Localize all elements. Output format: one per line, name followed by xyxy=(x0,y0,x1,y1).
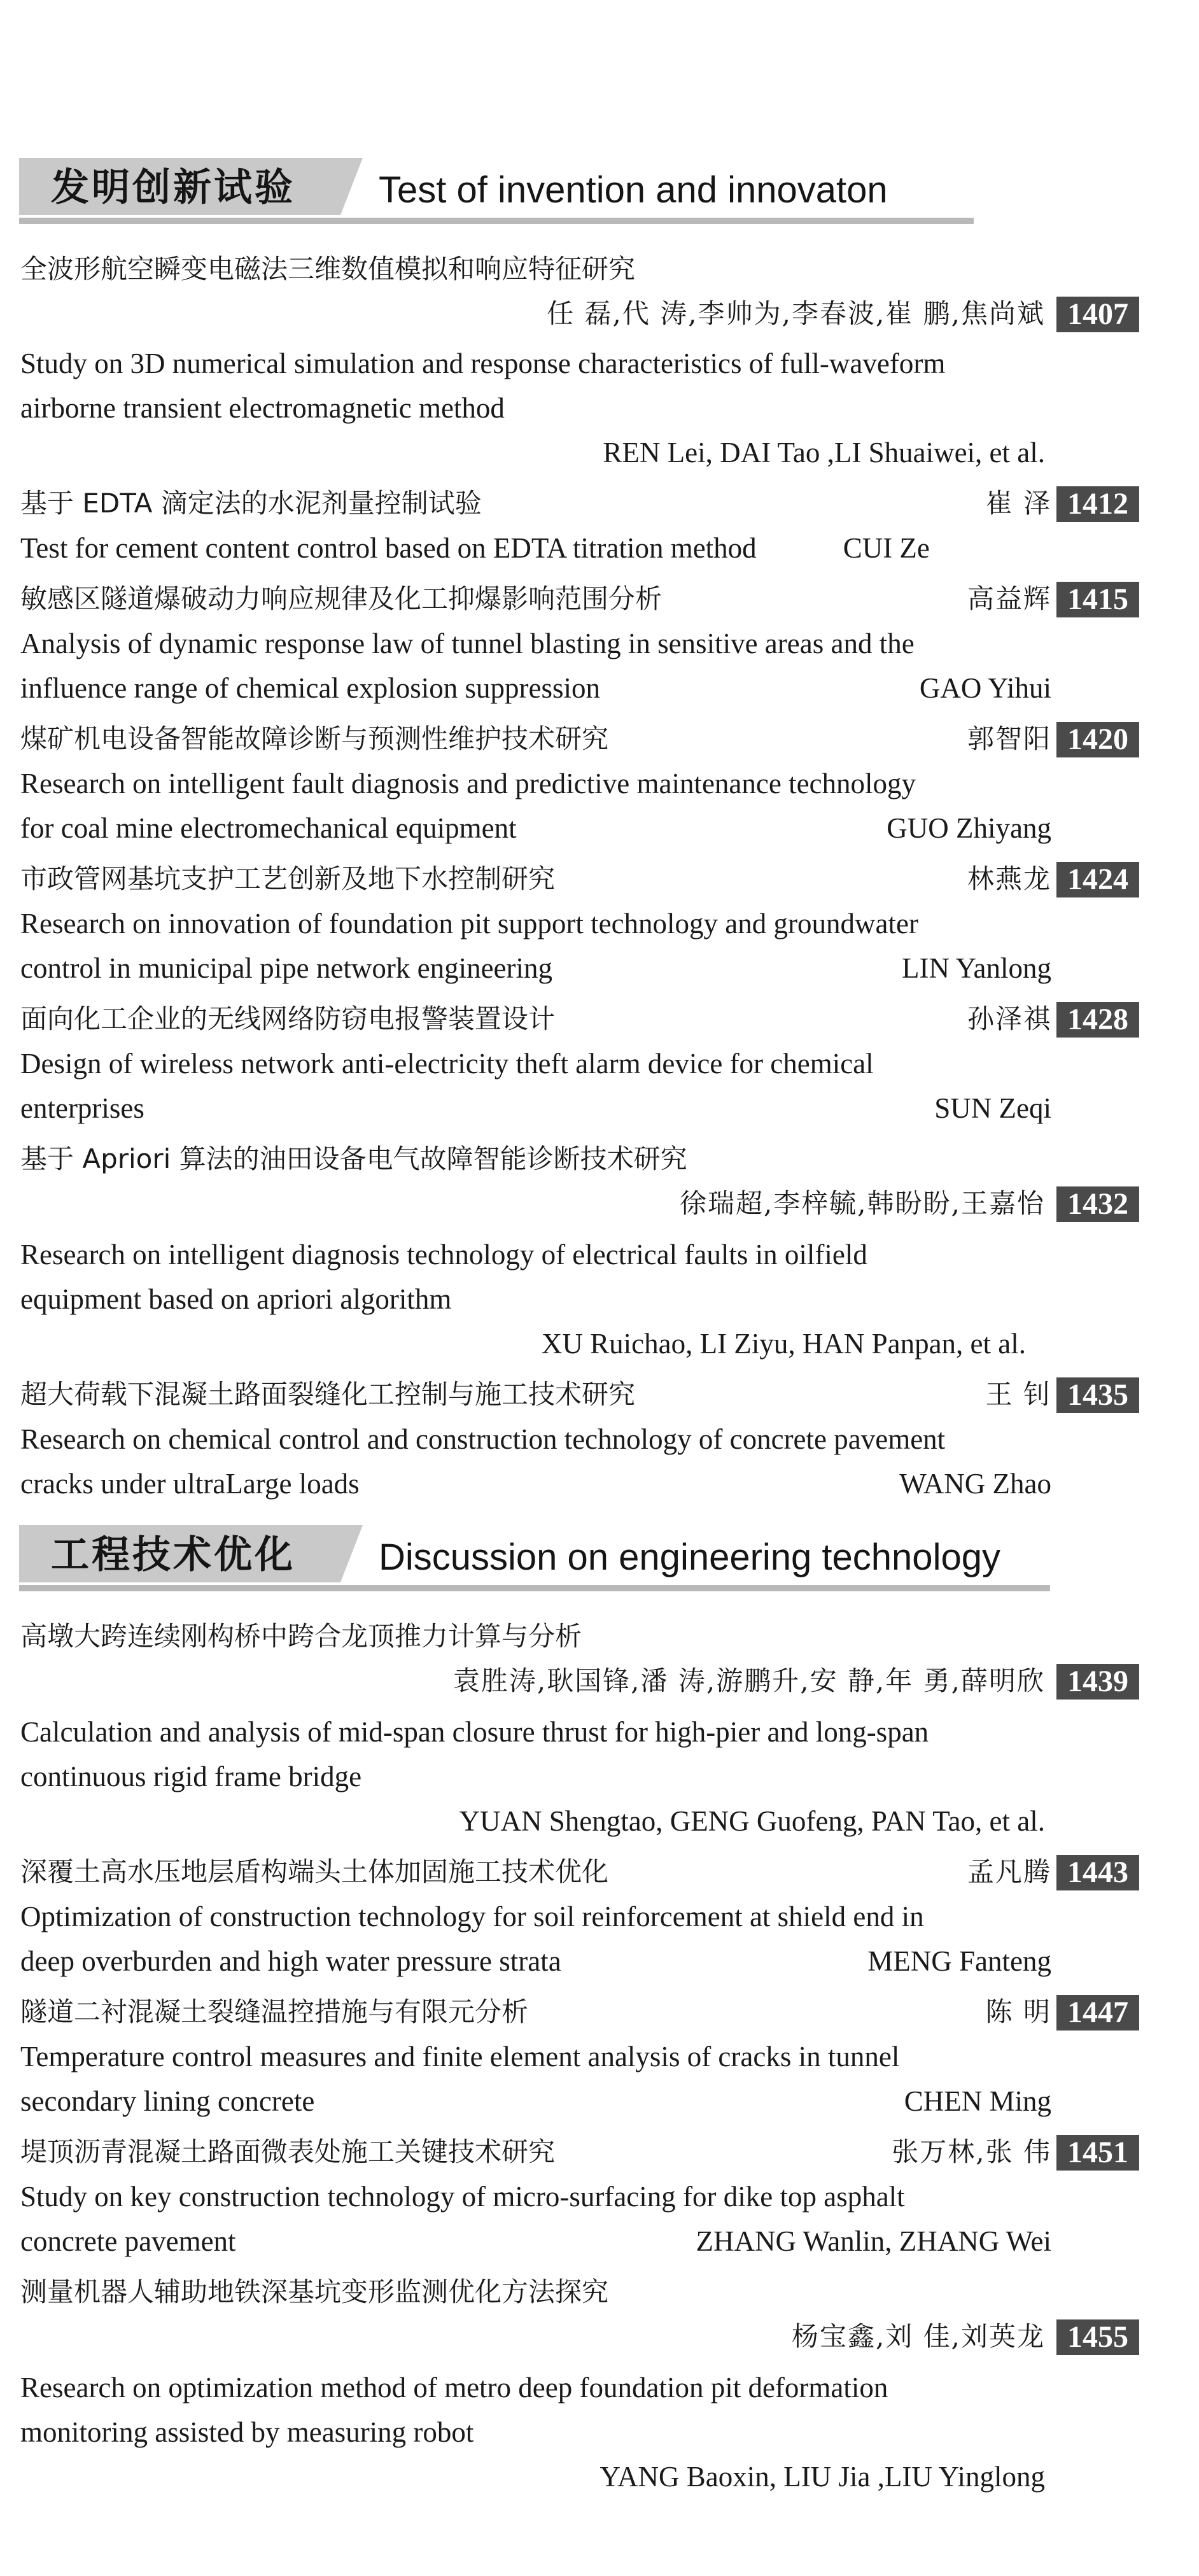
entry-cn-title[interactable]: 市政管网基坑支护工艺创新及地下水控制研究 林燕龙 xyxy=(20,857,1051,901)
entry-en-authors: YUAN Shengtao, GENG Guofeng, PAN Tao, et al. xyxy=(33,1799,1045,1843)
entry-en-title[interactable]: Research on intelligent fault diagnosis and predictive maintenance technology xyxy=(20,768,916,799)
leader-dots xyxy=(564,946,890,990)
leader-dots xyxy=(485,2410,943,2454)
entry-cn-title[interactable]: 基于 Apriori 算法的油田设备电气故障智能诊断技术研究 xyxy=(20,1137,1051,1181)
leader-dots xyxy=(647,247,857,292)
entry-en-title[interactable]: Optimization of construction technology for soil reinforcement at shield end in xyxy=(20,1901,924,1932)
leader-dots xyxy=(373,1754,946,1799)
page-number: 1428 xyxy=(1056,1002,1139,1038)
entry-cn-authors: 任 磊,代 涛,李帅为,李春波,崔 鹏,焦尚斌 xyxy=(33,292,1045,336)
leader-dots xyxy=(45,292,535,336)
entry-en-title[interactable]: Research on innovation of foundation pit support technology and groundwater xyxy=(20,908,918,940)
leader-dots xyxy=(699,1137,852,1181)
leader-dots xyxy=(540,1990,974,2034)
section-header xyxy=(19,158,974,224)
entry-en-authors: REN Lei, DAI Tao ,LI Shuaiwei, et al. xyxy=(33,430,1045,475)
entry-cn-title[interactable]: 高墩大跨连续刚构桥中跨合龙顶推力计算与分析 xyxy=(20,1614,1051,1659)
entry-cn-title[interactable]: 全波形航空瞬变电磁法三维数值模拟和响应特征研究 xyxy=(20,247,1051,292)
leader-dots xyxy=(566,857,956,901)
entry-en-title[interactable]: Research on chemical control and construction technology of concrete pavement xyxy=(20,1423,946,1455)
leader-dots xyxy=(528,806,876,850)
page-number: 1451 xyxy=(1056,2135,1139,2171)
entry-en-title[interactable]: airborne transient electromagnetic method xyxy=(20,386,1051,430)
entry-en-title[interactable]: control in municipal pipe network engineering LIN Yanlong xyxy=(20,946,1051,990)
section-title-en: Test of invention and innovaton xyxy=(379,169,888,211)
entry-cn-title[interactable]: 堤顶沥青混凝土路面微表处施工关键技术研究 张万林,张 伟 xyxy=(20,2130,1051,2174)
leader-dots xyxy=(566,997,956,1041)
entry-en-title[interactable]: Study on key construction technology of micro-surfacing for dike top asphalt xyxy=(20,2181,905,2213)
entry-en-title[interactable]: concrete pavement ZHANG Wanlin, ZHANG Wei xyxy=(20,2219,1051,2263)
entry-cn-title[interactable]: 敏感区隧道爆破动力响应规律及化工抑爆影响范围分析 高益辉 xyxy=(20,577,1051,621)
leader-dots xyxy=(566,2130,880,2174)
section-title-cn: 工程技术优化 xyxy=(51,1533,295,1577)
page-number: 1443 xyxy=(1056,1855,1139,1890)
entry-en-title[interactable]: Calculation and analysis of mid-span closure thrust for high-pier and long-span xyxy=(20,1716,929,1748)
entry-cn-authors: 杨宝鑫,刘 佳,刘英龙 xyxy=(33,2314,1045,2359)
leader-dots xyxy=(248,2219,685,2263)
entry-en-title[interactable]: continuous rigid frame bridge xyxy=(20,1754,1051,1799)
leader-dots xyxy=(45,1799,447,1843)
entry-en-title[interactable]: for coal mine electromechanical equipment GUO Zhiyang xyxy=(20,806,1051,850)
leader-dots xyxy=(673,577,956,621)
entry-cn-authors: 徐瑞超,李梓毓,韩盼盼,王嘉怡 xyxy=(33,1181,1045,1226)
leader-dots xyxy=(768,526,832,570)
leader-dots xyxy=(573,1939,857,1983)
leader-dots xyxy=(45,1321,530,1366)
leader-dots xyxy=(371,1461,888,1506)
entry-en-authors: XU Ruichao, LI Ziyu, HAN Panpan, et al. xyxy=(33,1321,1026,1366)
entry-cn-authors: 袁胜涛,耿国锋,潘 涛,游鹏升,安 静,年 勇,薛明欣 xyxy=(33,1659,1045,1703)
page-number: 1432 xyxy=(1056,1186,1139,1222)
section-header xyxy=(19,1525,1050,1591)
leader-dots xyxy=(463,1277,876,1321)
leader-dots xyxy=(516,386,962,430)
leader-dots xyxy=(45,430,591,475)
page-number: 1447 xyxy=(1056,1995,1139,2031)
entry-en-title[interactable]: Design of wireless network anti-electricity theft alarm device for chemical xyxy=(20,1048,874,1080)
entry-en-title[interactable]: Study on 3D numerical simulation and response characteristics of full-waveform xyxy=(20,348,946,379)
entry-en-title[interactable]: influence range of chemical explosion suppression GAO Yihui xyxy=(20,666,1051,710)
entry-en-title[interactable]: Research on optimization method of metro deep foundation pit deformation xyxy=(20,2372,888,2404)
page-number: 1420 xyxy=(1056,722,1139,757)
leader-dots xyxy=(45,2454,588,2499)
page-number: 1435 xyxy=(1056,1377,1139,1413)
leader-dots xyxy=(493,481,974,526)
entry-en-title[interactable]: Temperature control measures and finite element analysis of cracks in tunnel xyxy=(20,2041,900,2073)
entry-cn-title[interactable]: 超大荷载下混凝土路面裂缝化工控制与施工技术研究 王 钊 xyxy=(20,1372,1051,1417)
page-number: 1424 xyxy=(1056,862,1139,897)
entry-en-title[interactable]: equipment based on apriori algorithm xyxy=(20,1277,1051,1321)
page-number: 1439 xyxy=(1056,1664,1139,1700)
leader-dots xyxy=(45,1659,442,1703)
entry-en-title[interactable]: Analysis of dynamic response law of tunnel blasting in sensitive areas and the xyxy=(20,628,915,659)
entry-en-title[interactable]: secondary lining concrete CHEN Ming xyxy=(20,2079,1051,2123)
leader-dots xyxy=(593,1614,860,1659)
leader-dots xyxy=(45,1181,668,1226)
entry-cn-title[interactable]: 深覆土高水压地层盾构端头土体加固施工技术优化 孟凡腾 xyxy=(20,1850,1051,1894)
entry-cn-title[interactable]: 基于 EDTA 滴定法的水泥剂量控制试验 崔 泽 xyxy=(20,481,1051,526)
leader-dots xyxy=(45,2314,780,2359)
entry-cn-title[interactable]: 测量机器人辅助地铁深基坑变形监测优化方法探究 xyxy=(20,2270,1051,2314)
leader-dots xyxy=(156,1086,923,1130)
leader-dots xyxy=(620,2270,836,2314)
entry-en-authors: YANG Baoxin, LIU Jia ,LIU Yinglong xyxy=(33,2454,1045,2499)
page-number: 1412 xyxy=(1056,486,1139,522)
leader-dots xyxy=(620,1850,956,1894)
leader-dots xyxy=(647,1372,974,1417)
section-title-en: Discussion on engineering technology xyxy=(379,1537,1000,1578)
leader-dots xyxy=(612,666,908,710)
page-number: 1455 xyxy=(1056,2319,1139,2355)
page-number: 1415 xyxy=(1056,582,1139,617)
section-title-cn: 发明创新试验 xyxy=(51,165,295,210)
entry-en-title[interactable]: Research on intelligent diagnosis technology of electrical faults in oilfield xyxy=(20,1239,867,1270)
entry-cn-title[interactable]: 煤矿机电设备智能故障诊断与预测性维护技术研究 郭智阳 xyxy=(20,717,1051,761)
leader-dots xyxy=(620,717,956,761)
leader-dots xyxy=(326,2079,892,2123)
entry-cn-title[interactable]: 面向化工企业的无线网络防窃电报警装置设计 孙泽祺 xyxy=(20,997,1051,1041)
page-number: 1407 xyxy=(1056,297,1139,332)
entry-en-title[interactable]: monitoring assisted by measuring robot xyxy=(20,2410,1051,2454)
entry-en-title[interactable]: deep overburden and high water pressure strata MENG Fanteng xyxy=(20,1939,1051,1983)
entry-en-title[interactable]: cracks under ultraLarge loads WANG Zhao xyxy=(20,1461,1051,1506)
entry-en-title[interactable]: Test for cement content control based on EDTA titration method CUI Ze xyxy=(20,526,1051,570)
entry-en-title[interactable]: enterprises SUN Zeqi xyxy=(20,1086,1051,1130)
entry-cn-title[interactable]: 隧道二衬混凝土裂缝温控措施与有限元分析 陈 明 xyxy=(20,1990,1051,2034)
